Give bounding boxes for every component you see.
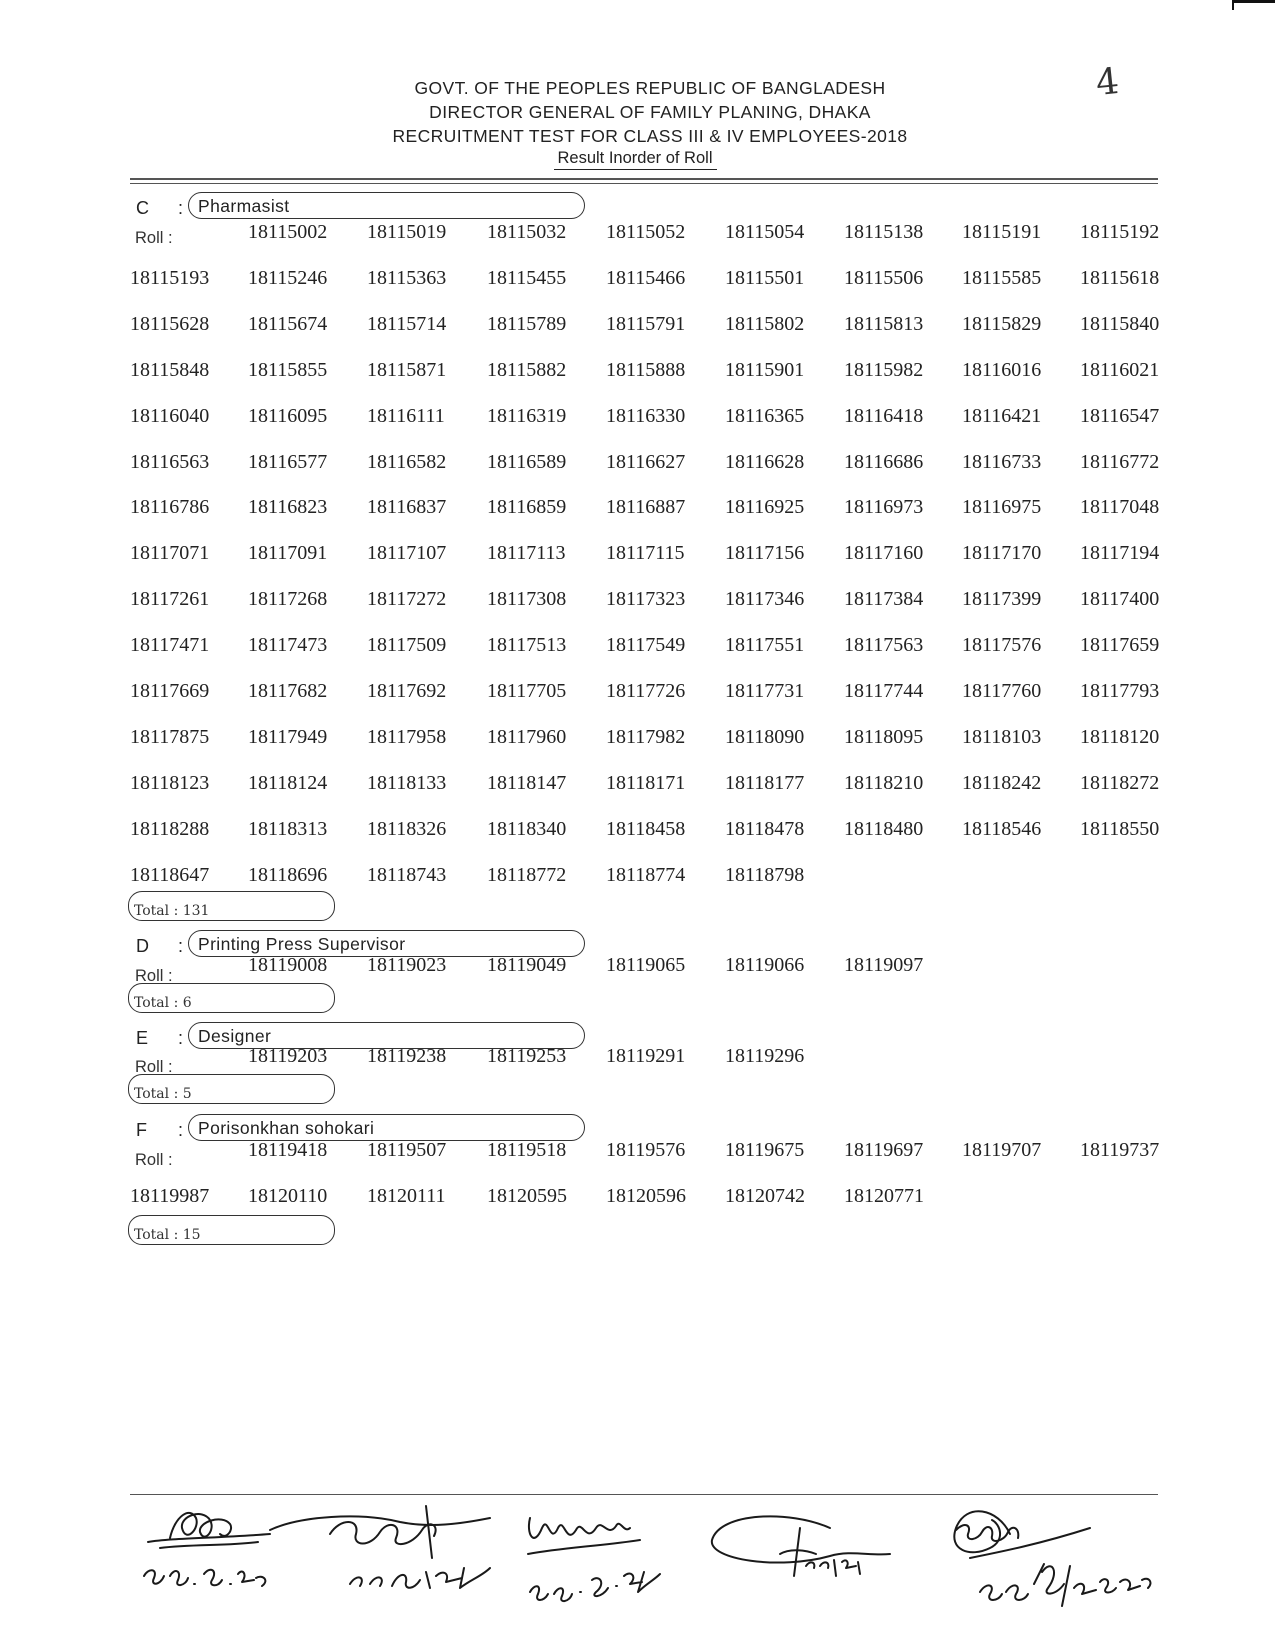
section-f-title: Porisonkhan sohokari — [188, 1114, 585, 1141]
roll-number: 18116859 — [487, 496, 567, 518]
roll-number: 18117576 — [962, 634, 1042, 656]
section-f-roll-label: Roll : — [135, 1151, 173, 1169]
section-c-total: Total : 131 — [128, 891, 335, 921]
roll-number: 18116837 — [367, 496, 447, 518]
roll-number: 18116016 — [962, 359, 1042, 381]
roll-number: 18117471 — [130, 634, 210, 656]
roll-number: 18118095 — [844, 726, 924, 748]
roll-number: 18117473 — [248, 634, 328, 656]
section-e-roll-label: Roll : — [135, 1058, 173, 1076]
roll-number: 18117549 — [606, 634, 686, 656]
roll-number: 18115628 — [130, 313, 210, 335]
roll-number: 18117113 — [487, 542, 566, 564]
roll-number: 18115714 — [367, 313, 447, 335]
roll-number: 18115192 — [1080, 221, 1160, 243]
roll-number: 18116589 — [487, 451, 567, 473]
roll-number: 18118774 — [606, 864, 686, 886]
roll-number: 18116021 — [1080, 359, 1160, 381]
roll-number: 18115813 — [844, 313, 924, 335]
roll-number: 18117323 — [606, 588, 686, 610]
roll-number: 18116418 — [844, 405, 924, 427]
roll-number: 18116563 — [130, 451, 210, 473]
roll-number: 18115982 — [844, 359, 924, 381]
roll-number: 18117659 — [1080, 634, 1160, 656]
roll-number: 18118696 — [248, 864, 328, 886]
roll-number: 18119291 — [606, 1045, 686, 1067]
header-rule-bottom — [130, 183, 1158, 184]
roll-number: 18119253 — [487, 1045, 567, 1067]
roll-number: 18117731 — [725, 680, 805, 702]
roll-number: 18117071 — [130, 542, 210, 564]
roll-number: 18115585 — [962, 267, 1042, 289]
roll-number: 18117400 — [1080, 588, 1160, 610]
roll-number: 18116772 — [1080, 451, 1160, 473]
roll-number: 18117308 — [487, 588, 567, 610]
roll-number: 18120742 — [725, 1185, 805, 1207]
roll-number: 18117949 — [248, 726, 328, 748]
roll-number: 18116887 — [606, 496, 686, 518]
roll-number: 18116040 — [130, 405, 210, 427]
roll-number: 18116547 — [1080, 405, 1160, 427]
roll-number: 18116319 — [487, 405, 567, 427]
roll-number: 18118210 — [844, 772, 924, 794]
roll-number: 18115789 — [487, 313, 567, 335]
header-rule-top — [130, 178, 1158, 180]
roll-number: 18117048 — [1080, 496, 1160, 518]
roll-number: 18117692 — [367, 680, 447, 702]
roll-number: 18116365 — [725, 405, 805, 427]
roll-number: 18118480 — [844, 818, 924, 840]
roll-number: 18117793 — [1080, 680, 1160, 702]
roll-number: 18118171 — [606, 772, 686, 794]
roll-number: 18119238 — [367, 1045, 447, 1067]
roll-number: 18118177 — [725, 772, 805, 794]
roll-number: 18117960 — [487, 726, 567, 748]
section-d-letter: D — [136, 936, 149, 956]
roll-number: 18117982 — [606, 726, 686, 748]
roll-number: 18119697 — [844, 1139, 924, 1161]
roll-number: 18117682 — [248, 680, 328, 702]
roll-number: 18117346 — [725, 588, 805, 610]
roll-number: 18118546 — [962, 818, 1042, 840]
roll-number: 18119987 — [130, 1185, 210, 1207]
signature-3 — [528, 1518, 660, 1601]
roll-number: 18120110 — [248, 1185, 328, 1207]
header-line-3: RECRUITMENT TEST FOR CLASS III & IV EMPLOYEES-2018 — [392, 126, 908, 146]
roll-number: 18119008 — [248, 954, 328, 976]
roll-number: 18117669 — [130, 680, 210, 702]
roll-number: 18117726 — [606, 680, 686, 702]
roll-number: 18118772 — [487, 864, 567, 886]
roll-number: 18118340 — [487, 818, 567, 840]
scan-edge-mark-vertical — [1232, 0, 1234, 10]
roll-number: 18118090 — [725, 726, 805, 748]
scan-edge-mark — [1233, 0, 1275, 3]
roll-number: 18115193 — [130, 267, 210, 289]
roll-number: 18115002 — [248, 221, 328, 243]
roll-number: 18116582 — [367, 451, 447, 473]
roll-number: 18117268 — [248, 588, 328, 610]
roll-number: 18118120 — [1080, 726, 1160, 748]
roll-number: 18118478 — [725, 818, 805, 840]
roll-number: 18116786 — [130, 496, 210, 518]
roll-number: 18119576 — [606, 1139, 686, 1161]
roll-number: 18119065 — [606, 954, 686, 976]
roll-number: 18117563 — [844, 634, 924, 656]
roll-number: 18118550 — [1080, 818, 1160, 840]
section-e-title: Designer — [188, 1022, 585, 1049]
roll-number: 18119737 — [1080, 1139, 1160, 1161]
section-c-letter: C — [136, 198, 149, 218]
roll-number: 18116111 — [367, 405, 445, 427]
roll-number: 18115455 — [487, 267, 567, 289]
header-line-1: GOVT. OF THE PEOPLES REPUBLIC OF BANGLADESH — [414, 78, 886, 98]
roll-number: 18115032 — [487, 221, 567, 243]
roll-number: 18118458 — [606, 818, 686, 840]
roll-number: 18120595 — [487, 1185, 567, 1207]
signature-2 — [270, 1506, 490, 1588]
roll-number: 18116925 — [725, 496, 805, 518]
signature-4 — [712, 1516, 890, 1576]
roll-number: 18117399 — [962, 588, 1042, 610]
roll-number: 18117551 — [725, 634, 805, 656]
roll-number: 18116577 — [248, 451, 328, 473]
roll-number: 18119418 — [248, 1139, 328, 1161]
roll-number: 18118124 — [248, 772, 328, 794]
roll-number: 18117156 — [725, 542, 805, 564]
roll-number: 18118272 — [1080, 772, 1160, 794]
roll-number: 18115848 — [130, 359, 210, 381]
roll-number: 18119066 — [725, 954, 805, 976]
roll-number: 18115506 — [844, 267, 924, 289]
roll-number: 18117115 — [606, 542, 685, 564]
section-d-title: Printing Press Supervisor — [188, 930, 585, 957]
section-d-total: Total : 6 — [128, 983, 335, 1013]
document-header — [300, 76, 1000, 170]
roll-number: 18120596 — [606, 1185, 686, 1207]
roll-number: 18115840 — [1080, 313, 1160, 335]
signature-5 — [954, 1511, 1150, 1606]
roll-number: 18115882 — [487, 359, 567, 381]
roll-number: 18118313 — [248, 818, 328, 840]
roll-number: 18117513 — [487, 634, 567, 656]
roll-number: 18116975 — [962, 496, 1042, 518]
signature-1 — [144, 1513, 270, 1586]
roll-number: 18116627 — [606, 451, 686, 473]
header-subtitle: Result Inorder of Roll — [554, 148, 717, 170]
roll-number: 18115888 — [606, 359, 686, 381]
roll-number: 18116733 — [962, 451, 1042, 473]
roll-number: 18119518 — [487, 1139, 567, 1161]
section-c-title: Pharmasist — [188, 192, 585, 219]
section-f-total: Total : 15 — [128, 1215, 335, 1245]
roll-number: 18117705 — [487, 680, 567, 702]
roll-number: 18117160 — [844, 542, 924, 564]
roll-number: 18117958 — [367, 726, 447, 748]
roll-number: 18115246 — [248, 267, 328, 289]
roll-number: 18115138 — [844, 221, 924, 243]
roll-number: 18118326 — [367, 818, 447, 840]
roll-number: 18118133 — [367, 772, 447, 794]
roll-number: 18116686 — [844, 451, 924, 473]
roll-number: 18118288 — [130, 818, 210, 840]
roll-number: 18119507 — [367, 1139, 447, 1161]
roll-number: 18118242 — [962, 772, 1042, 794]
roll-number: 18118123 — [130, 772, 210, 794]
roll-number: 18117091 — [248, 542, 328, 564]
roll-number: 18115363 — [367, 267, 447, 289]
roll-number: 18115791 — [606, 313, 686, 335]
roll-number: 18115829 — [962, 313, 1042, 335]
section-c-colon: : — [178, 198, 184, 218]
roll-number: 18116421 — [962, 405, 1042, 427]
roll-number: 18115466 — [606, 267, 686, 289]
roll-number: 18117272 — [367, 588, 447, 610]
roll-number: 18117875 — [130, 726, 210, 748]
roll-number: 18120771 — [844, 1185, 924, 1207]
roll-number: 18116628 — [725, 451, 805, 473]
page-number: 4 — [1093, 60, 1121, 105]
signatures-image — [130, 1488, 1240, 1638]
roll-number: 18118798 — [725, 864, 805, 886]
roll-number: 18115802 — [725, 313, 805, 335]
roll-number: 18115191 — [962, 221, 1042, 243]
roll-number: 18119675 — [725, 1139, 805, 1161]
section-f-letter: F — [136, 1120, 147, 1140]
roll-number: 18117194 — [1080, 542, 1160, 564]
section-e-colon: : — [178, 1028, 184, 1048]
section-f-colon: : — [178, 1120, 184, 1140]
roll-number: 18115054 — [725, 221, 805, 243]
roll-number: 18116823 — [248, 496, 328, 518]
signature-row — [130, 1488, 1240, 1638]
roll-number: 18115855 — [248, 359, 328, 381]
roll-number: 18115674 — [248, 313, 328, 335]
roll-number: 18117170 — [962, 542, 1042, 564]
roll-number: 18115052 — [606, 221, 686, 243]
section-e-total: Total : 5 — [128, 1074, 335, 1104]
roll-number: 18120111 — [367, 1185, 446, 1207]
section-d-roll-label: Roll : — [135, 967, 173, 985]
roll-number: 18117261 — [130, 588, 210, 610]
roll-number: 18119203 — [248, 1045, 328, 1067]
roll-number: 18116095 — [248, 405, 328, 427]
roll-number: 18117384 — [844, 588, 924, 610]
roll-number: 18115501 — [725, 267, 805, 289]
roll-number: 18117107 — [367, 542, 447, 564]
section-e-letter: E — [136, 1028, 149, 1048]
roll-number: 18117760 — [962, 680, 1042, 702]
roll-number: 18115618 — [1080, 267, 1160, 289]
roll-number: 18118103 — [962, 726, 1042, 748]
roll-number: 18116330 — [606, 405, 686, 427]
roll-number: 18118647 — [130, 864, 210, 886]
roll-number: 18118147 — [487, 772, 567, 794]
roll-number: 18115901 — [725, 359, 805, 381]
roll-number: 18119707 — [962, 1139, 1042, 1161]
section-d-colon: : — [178, 936, 184, 956]
section-c-roll-label: Roll : — [135, 229, 173, 247]
header-line-2: DIRECTOR GENERAL OF FAMILY PLANING, DHAKA — [429, 102, 871, 122]
roll-number: 18119049 — [487, 954, 567, 976]
roll-number: 18117744 — [844, 680, 924, 702]
roll-number: 18117509 — [367, 634, 447, 656]
roll-number: 18116973 — [844, 496, 924, 518]
roll-number: 18119023 — [367, 954, 447, 976]
roll-number: 18115019 — [367, 221, 447, 243]
roll-number: 18119296 — [725, 1045, 805, 1067]
roll-number: 18118743 — [367, 864, 447, 886]
roll-number: 18115871 — [367, 359, 447, 381]
roll-number: 18119097 — [844, 954, 924, 976]
